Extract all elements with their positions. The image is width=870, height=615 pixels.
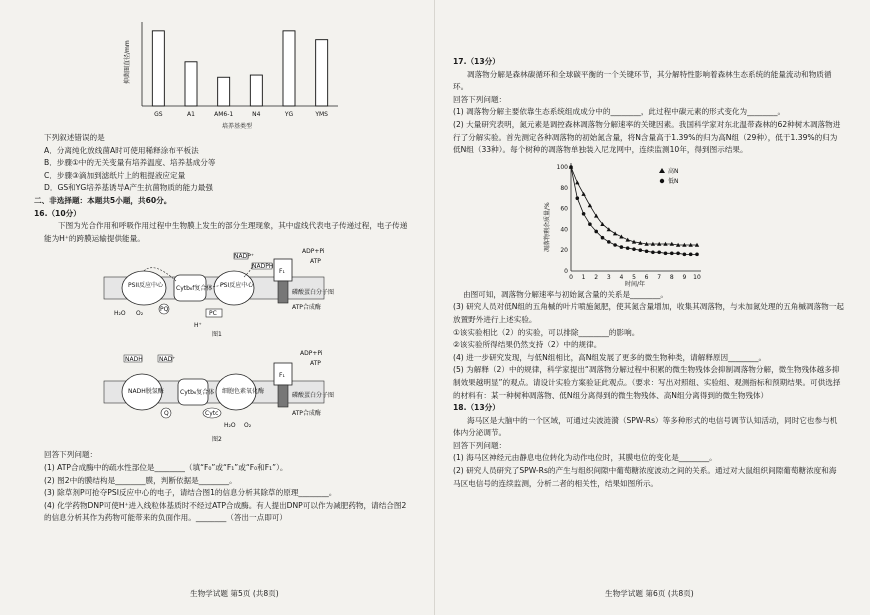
answer-lead-17: 回答下列问题： — [453, 94, 507, 104]
point-low-n — [645, 249, 649, 253]
q18-1: (1) 海马区神经元由静息电位转化为动作电位时，其膜电位的变化是________。 — [453, 453, 717, 463]
water-label-2: H₂O — [224, 422, 236, 430]
legend-low: 低N — [668, 177, 679, 185]
nadph-label: NADPH — [252, 263, 274, 271]
q16-3: (3) 除草剂P可抢夺PSI反应中心的电子，请结合图1的信息分析其除草的原理________。 — [44, 488, 337, 498]
option-a: A．分离纯化放线菌A时可使用稀释涂布平板法 — [44, 145, 199, 155]
x-tick-label: 9 — [682, 273, 687, 281]
series-group — [569, 165, 699, 256]
complex-note-2: 磷酸蛋白分子图 — [292, 392, 335, 400]
bar-chart — [120, 14, 350, 132]
legend — [659, 167, 679, 185]
cyt-label: Cytb₆f复合体 — [176, 285, 213, 293]
line-chart-xlabel: 时间/年 — [625, 280, 646, 288]
q16-heading: 16.（10分） — [34, 208, 81, 218]
q17-1: (1) 凋落物分解主要依靠生态系统组成成分中的________，此过程中碳元素的形式变化为________。 — [453, 107, 786, 117]
x-tick-label: 10 — [693, 273, 701, 281]
y-tick-label: 40 — [560, 226, 568, 234]
point-low-n — [594, 229, 598, 233]
synthase-label: ATP合成酶 — [292, 304, 321, 312]
point-low-n — [620, 245, 624, 249]
point-low-n — [576, 196, 580, 200]
line-chart-ylabel: 凋落物剩余质量/% — [544, 202, 551, 252]
adp-label-2: ADP+Pi — [300, 350, 323, 358]
point-low-n — [613, 243, 617, 247]
y-tick-label: 20 — [560, 246, 568, 254]
bar-category-label: YMS — [315, 111, 328, 118]
figure-1 — [84, 247, 384, 337]
water-label: H₂O — [114, 310, 126, 318]
q-label: Q — [164, 410, 169, 418]
point-low-n — [639, 248, 643, 252]
line-chart — [541, 157, 741, 289]
legend-marker-high — [659, 168, 665, 173]
section-heading: 二、非选择题：本题共5小题，共60分。 — [34, 195, 172, 205]
x-tick-label: 3 — [606, 273, 611, 281]
point-high-n — [575, 180, 579, 184]
q16-intro: 下图为光合作用和呼吸作用过程中生物膜上发生的部分生理现象，其中虚线代表电子传递过程，电子传递能为H⁺的跨膜运输提供能量。 — [44, 221, 408, 243]
cytc-label: Cytc — [205, 410, 219, 418]
hplus-label: H⁺ — [194, 322, 202, 330]
pq-label: PQ — [160, 306, 169, 314]
x-tick-labels — [569, 274, 701, 281]
point-low-n — [664, 251, 668, 255]
x-tick-label: 2 — [594, 273, 599, 281]
after-chart: 由图可知，凋落物分解速率与初始氮含量的关系是________。 — [463, 289, 669, 299]
bar-a1 — [185, 62, 197, 106]
point-low-n — [657, 250, 661, 254]
bar-chart-ylabel: 抑菌圈直径/mm — [124, 40, 131, 84]
q17-3: (3) 研究人员对低N组的五角槭的叶片喷施氮肥，使其氮含量增加，收集其凋落物，与未加氮处理的五角槭凋落物一起放置野外进行上述实验。 ①该实验相比（2）的实验，可以排除________的影响。 ②该实验所得结果仍然支持（2）中的规律。 — [453, 302, 844, 350]
bar-category-label: GS — [154, 111, 163, 118]
bar-n4 — [250, 75, 262, 106]
page-footer: 生物学试题 第6页 (共8页) — [605, 589, 694, 598]
point-low-n — [695, 252, 699, 256]
point-low-n — [683, 252, 687, 256]
point-low-n — [588, 222, 592, 226]
page-6 — [435, 0, 870, 615]
q17-2: (2) 大量研究表明，氮元素是调控森林凋落物分解速率的关键因素。我国科学家对东北温带森林的62种树木凋落物进行了分解实验。首先测定各种凋落物的初始氮含量，将N含量高于1.39%的归为高N组（29种），低于1.39%的归为低N组（33种）。每个树种的凋落物单独装入尼龙网中，连续监测10年，得到图示结果。 — [453, 119, 841, 155]
x-tick-label: 6 — [644, 273, 649, 281]
bar-group — [152, 31, 327, 106]
legend-high: 高N — [668, 167, 679, 175]
bar-category-label: N4 — [252, 111, 261, 118]
cyt-label-2: Cytb₆复合体 — [180, 389, 215, 397]
nadplus-label: NAD⁺ — [159, 356, 176, 364]
point-low-n — [670, 251, 674, 255]
q17-intro: 凋落物分解是森林碳循环和全球碳平衡的一个关键环节，其分解特性影响着森林生态系统的能量流动和物质循环。 — [453, 69, 832, 92]
q16-2: (2) 图2中的膜结构是________膜，判断依据是________。 — [44, 475, 237, 485]
adp-label: ADP+Pi — [302, 248, 325, 256]
psii-label: PSII反应中心 — [128, 282, 163, 290]
bar-chart-xlabel: 培养基类型 — [222, 123, 253, 130]
point-high-n — [613, 231, 617, 235]
atp-label: ATP — [310, 258, 321, 266]
q17-5: (5) 为解释（2）中的规律，科学家提出“凋落物分解过程中积累的微生物残体会抑制凋落物分解，微生物残体越多抑制效果越明显”的观点。请设计实验方案验证此观点。（要求：写出对照组、实验组、观测指标和预期结果。可供选择的材料有：某一种树种凋落物、低N组分离得到的微生物残体、高N组分离得到的微生物残体） — [453, 365, 841, 400]
atp-label-2: ATP — [310, 360, 321, 368]
point-high-n — [581, 192, 585, 196]
nadh-dehydrogenase-label: NADH脱氢酶 — [128, 388, 164, 396]
option-b: B．步骤①中的无关变量有培养温度、培养基成分等 — [44, 158, 216, 168]
y-tick-labels — [557, 164, 569, 275]
bar-am6-1 — [218, 77, 230, 106]
option-d: D．GS和YG培养基诱导A产生抗菌物质的能力最强 — [44, 183, 213, 193]
bar-category-label: A1 — [187, 111, 195, 118]
q18-heading: 18.（13分） — [453, 403, 500, 413]
q17-4: (4) 进一步研究发现，与低N组相比，高N组发展了更多的微生物种类，请解释原因________。 — [453, 352, 767, 362]
synthase-label-2: ATP合成酶 — [292, 410, 321, 418]
point-low-n — [676, 251, 680, 255]
x-tick-label: 0 — [569, 273, 573, 281]
x-tick-label: 8 — [669, 273, 674, 281]
q18-intro: 海马区是大脑中的一个区域，可通过尖波涟漪（SPW-Rs）等多种形式的电信号调节认知活动，同时它也参与机体内分泌调节。 — [453, 415, 838, 438]
nadp-label: NADP⁺ — [234, 253, 254, 261]
q18-lead: 回答下列问题： — [453, 440, 507, 450]
x-tick-label: 1 — [581, 273, 586, 281]
y-tick-label: 0 — [564, 267, 568, 275]
x-tick-label: 5 — [632, 273, 636, 281]
q16-4: (4) 化学药物DNP可使H⁺进入线粒体基质时不经过ATP合成酶。有人提出DNP可以作为减肥药物，请结合图2的信息分析其作为药物可能带来的负面作用。________（答出一点即可） — [44, 500, 407, 523]
figure-2 — [84, 345, 384, 443]
point-high-n — [626, 237, 630, 241]
point-low-n — [651, 250, 655, 254]
point-low-n — [607, 240, 611, 244]
option-c: C．步骤③滴加到滤纸片上的粗提液应定量 — [44, 170, 186, 180]
point-low-n — [689, 252, 693, 256]
cyt-oxidase-label: 细胞色素氧化酶 — [222, 388, 265, 396]
point-high-n — [588, 203, 592, 207]
bar-gs — [152, 31, 164, 106]
o2-label-2: O₂ — [244, 422, 252, 430]
f1-label-2: F₁ — [279, 372, 285, 380]
legend-marker-low — [660, 179, 664, 183]
point-low-n — [626, 246, 630, 250]
point-low-n — [569, 165, 573, 169]
bar-yms — [316, 40, 328, 106]
point-low-n — [601, 236, 605, 240]
figure-2-caption: 图2 — [212, 436, 222, 444]
bar-category-label: YG — [284, 111, 294, 118]
o2-label: O₂ — [136, 310, 144, 318]
x-tick-label: 7 — [657, 273, 662, 281]
point-high-n — [619, 234, 623, 238]
y-tick-label: 100 — [556, 163, 568, 171]
pc-label: PC — [209, 310, 217, 318]
q17-heading: 17.（13分） — [453, 57, 500, 66]
figure-1-caption: 图1 — [212, 331, 222, 338]
complex-note: 磷酸蛋白分子图 — [292, 289, 335, 297]
x-tick-label: 4 — [619, 273, 624, 281]
point-low-n — [632, 247, 636, 251]
psi-label: PSI反应中心 — [220, 282, 254, 290]
q18-2: (2) 研究人员研究了SPW-Rs的产生与组织间隙中葡萄糖浓度波动之间的关系。通过对大鼠组织间隙葡萄糖浓度和海马区电信号的连续监测，分析二者的相关性，结果如图所示。 — [453, 466, 837, 488]
point-high-n — [594, 213, 598, 217]
y-tick-label: 60 — [560, 205, 568, 213]
bar-category-labels — [154, 111, 328, 118]
page-footer: 生物学试题 第5页 (共8页) — [190, 589, 279, 598]
q-lead: 下列叙述错误的是 — [44, 133, 105, 142]
bar-category-label: AM6-1 — [214, 111, 234, 118]
q16-1: (1) ATP合成酶中的疏水性部位是________（填“F₀”或“F₁”或“F₀和F₁”）。 — [44, 462, 288, 472]
point-low-n — [582, 212, 586, 216]
answer-lead: 回答下列问题： — [44, 450, 98, 460]
bar-yg — [283, 31, 295, 106]
y-tick-label: 80 — [560, 184, 568, 192]
f1-label: F₁ — [279, 268, 285, 276]
fo-box-2 — [278, 385, 288, 407]
fo-box — [278, 281, 288, 303]
nadh-label: NADH — [125, 356, 143, 364]
